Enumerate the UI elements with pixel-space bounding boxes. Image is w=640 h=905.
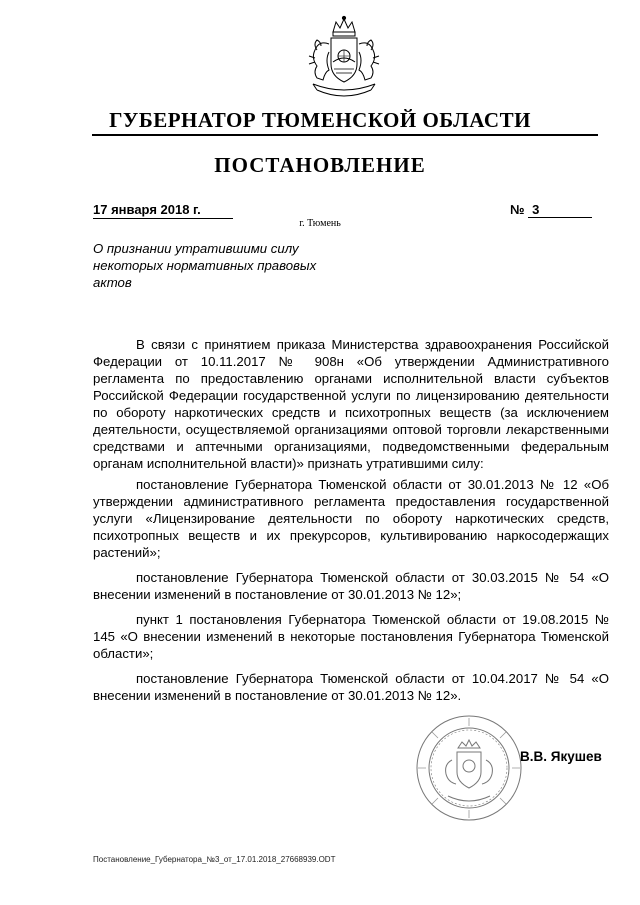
document-subject: О признании утратившими силу некоторых нормативных правовых актов [93, 241, 317, 290]
document-city: г. Тюмень [299, 218, 341, 229]
number-value: 3 [528, 202, 592, 218]
document-type: ПОСТАНОВЛЕНИЕ [214, 153, 426, 177]
authority-title: ГУБЕРНАТОР ТЮМЕНСКОЙ ОБЛАСТИ [109, 108, 531, 132]
body-item: пункт 1 постановления Губернатора Тюменской области от 19.08.2015 № 145 «О внесении изменений в некоторые постановления Губернатора Тюменской области»; [93, 612, 609, 661]
official-seal-icon [412, 712, 526, 824]
coat-of-arms-icon [303, 14, 385, 104]
body-item: постановление Губернатора Тюменской области от 30.03.2015 № 54 «О внесении изменений в постановление от 30.01.2013 № 12»; [93, 570, 609, 602]
footer-filename: Постановление_Губернатора_№3_от_17.01.2018_27668939.ODT [93, 855, 336, 864]
document-date: 17 января 2018 г. [93, 202, 233, 219]
body-preamble: В связи с принятием приказа Министерства здравоохранения Российской Федерации от 10.11.2017 № 908н «Об утверждении Административного регламента по предоставлению органами исполнительной власти субъектов Российской Федерации государственной услуги по лицензированию деятельности по обороту наркотических средств и психотропных веществ (за исключением деятельности, осуществляемой организациями оптовой торговли лекарственными средствами и аптечными организациями, подведомственными федеральным органам исполнительной власти)» признать утратившими силу: [93, 337, 609, 471]
signature-name: В.В. Якушев [520, 749, 602, 764]
document-body [93, 336, 609, 712]
number-label: № [510, 202, 525, 217]
document-number [510, 202, 592, 218]
body-item: постановление Губернатора Тюменской области от 10.04.2017 № 54 «О внесении изменений в постановление от 30.01.2013 № 12». [93, 671, 609, 703]
body-item: постановление Губернатора Тюменской области от 30.01.2013 № 12 «Об утверждении административного регламента предоставления государственной услуги «Лицензирование деятельности по обороту наркотических средств, психотропных веществ и их прекурсоров, культивированию наркосодержащих растений»; [93, 477, 609, 560]
header-rule [92, 134, 598, 136]
